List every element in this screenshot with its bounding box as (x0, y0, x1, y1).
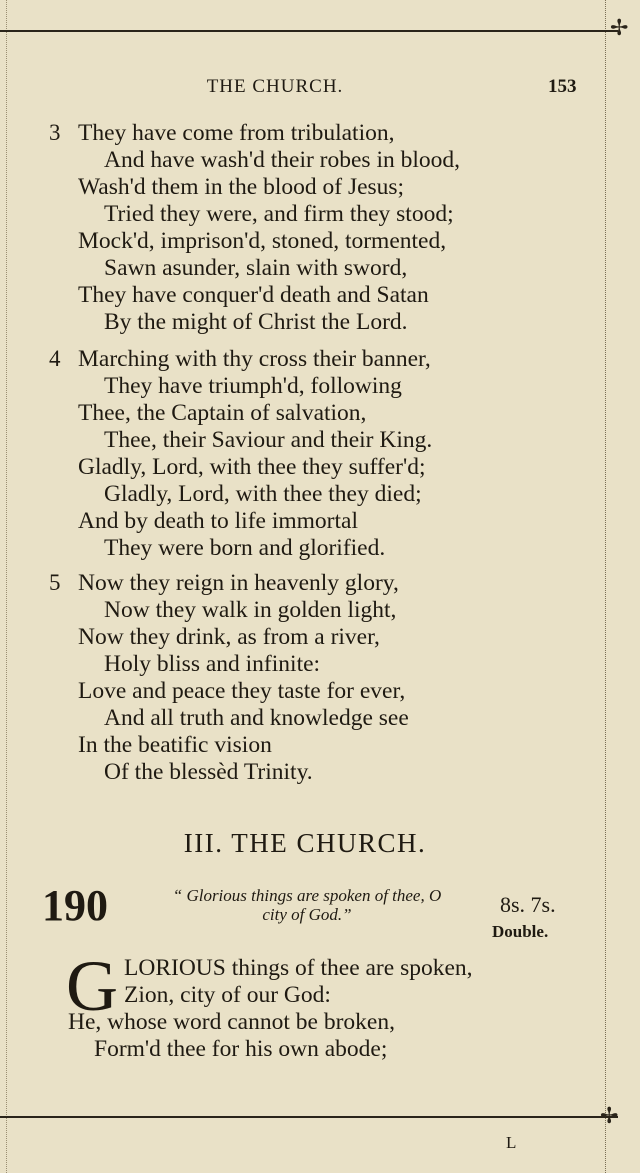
verse-line: Holy bliss and infinite: (104, 651, 321, 677)
hymn-meter-note: Double. (492, 922, 549, 941)
verse-line: LORIOUS things of thee are spoken, (124, 955, 473, 981)
epigraph-line: “ Glorious things are spoken of thee, O (172, 886, 442, 905)
verse-line: Tried they were, and firm they stood; (104, 201, 454, 227)
running-header-title: THE CHURCH. (206, 76, 344, 97)
hymn-epigraph (132, 886, 482, 924)
verse-line: Thee, the Captain of salvation, (78, 400, 367, 426)
section-heading: III. THE CHURCH. (183, 828, 427, 858)
stanza-number: 5 (49, 570, 61, 595)
epigraph-line: city of God.” (262, 905, 352, 924)
verse-line: Of the blessèd Trinity. (104, 759, 313, 785)
bottom-cross-mark-icon: ✢ (600, 1104, 619, 1129)
stanza-number: 4 (49, 346, 61, 371)
verse-line: They were born and glorified. (104, 535, 386, 561)
verse-line: He, whose word cannot be broken, (68, 1009, 395, 1035)
verse-line: Zion, city of our God: (124, 982, 331, 1008)
bottom-border-rule (0, 1116, 618, 1118)
right-margin-rule (605, 0, 606, 1173)
verse-line: Marching with thy cross their banner, (78, 346, 431, 372)
verse-line: Love and peace they taste for ever, (78, 678, 406, 704)
verse-line: And all truth and knowledge see (104, 705, 409, 731)
verse-line: They have conquer'd death and Satan (78, 282, 429, 308)
top-cross-mark-icon: ✢ (610, 16, 629, 41)
hymn-meter: 8s. 7s. (500, 892, 556, 917)
page-number: 153 (548, 76, 577, 97)
verse-line: Now they reign in heavenly glory, (78, 570, 399, 596)
verse-line: They have triumph'd, following (104, 373, 402, 399)
verse-line: By the might of Christ the Lord. (104, 309, 408, 335)
verse-line: Thee, their Saviour and their King. (104, 427, 433, 453)
verse-line: And have wash'd their robes in blood, (104, 147, 461, 173)
verse-line: Now they drink, as from a river, (78, 624, 380, 650)
verse-line: In the beatific vision (78, 732, 272, 758)
verse-line: Now they walk in golden light, (104, 597, 397, 623)
verse-line: Gladly, Lord, with thee they died; (104, 481, 422, 507)
verse-line: Sawn asunder, slain with sword, (104, 255, 408, 281)
drop-cap-letter: G (66, 946, 118, 1026)
top-border-rule (0, 30, 618, 32)
verse-line: Wash'd them in the blood of Jesus; (78, 174, 405, 200)
verse-line: And by death to life immortal (78, 508, 358, 534)
stanza-number: 3 (49, 120, 61, 145)
verse-line: They have come from tribulation, (78, 120, 395, 146)
verse-line: Form'd thee for his own abode; (94, 1036, 388, 1062)
verse-line: Mock'd, imprison'd, stoned, tormented, (78, 228, 447, 254)
left-margin-rule (6, 0, 7, 1173)
hymn-number: 190 (42, 881, 108, 930)
verse-line: Gladly, Lord, with thee they suffer'd; (78, 454, 426, 480)
signature-mark: L (506, 1133, 517, 1152)
